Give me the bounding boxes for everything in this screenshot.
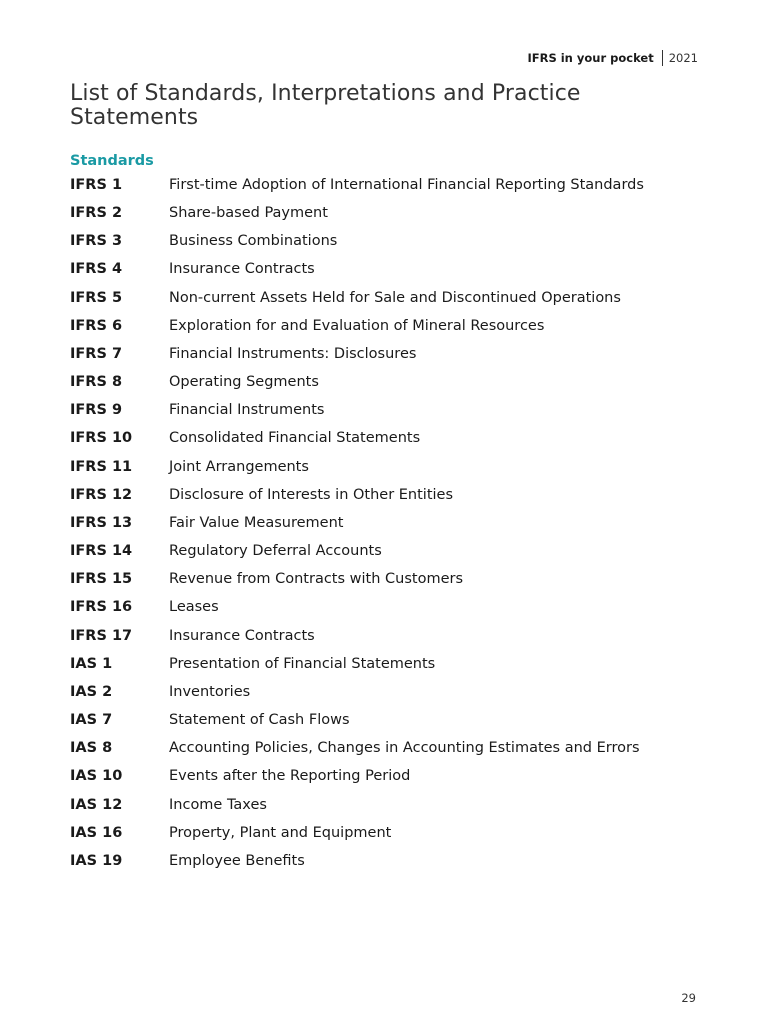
standard-row	[70, 768, 690, 785]
page-title: List of Standards, Interpretations and Practice Statements	[70, 81, 581, 130]
standard-row	[70, 402, 690, 419]
standard-name: Employee Benefits	[169, 852, 305, 869]
standard-code: IFRS 9	[70, 402, 123, 419]
standard-name: Consolidated Financial Statements	[169, 430, 421, 447]
standards-list	[70, 177, 690, 881]
header-divider	[662, 50, 663, 66]
standard-name: Financial Instruments	[169, 402, 325, 419]
standard-name: Accounting Policies, Changes in Accounting Estimates and Errors	[169, 740, 640, 757]
standard-row	[70, 571, 690, 588]
standard-name: Income Taxes	[169, 796, 267, 813]
standard-code: IFRS 16	[70, 599, 133, 616]
standard-code: IFRS 11	[70, 458, 133, 475]
section-heading: Standards	[70, 153, 154, 169]
standard-row	[70, 543, 690, 560]
standard-row	[70, 346, 690, 363]
standard-code: IFRS 12	[70, 486, 133, 503]
standard-code: IAS 7	[70, 712, 113, 729]
standard-name: Revenue from Contracts with Customers	[169, 571, 464, 588]
standard-row	[70, 233, 690, 250]
standard-code: IFRS 5	[70, 289, 123, 306]
header-year: 2021	[668, 51, 698, 65]
standard-row	[70, 290, 690, 307]
standard-code: IFRS 4	[70, 261, 123, 278]
standard-row	[70, 515, 690, 532]
standard-name: Statement of Cash Flows	[169, 712, 350, 729]
standard-code: IAS 12	[70, 796, 123, 813]
standard-name: Financial Instruments: Disclosures	[169, 345, 417, 362]
standard-code: IAS 10	[70, 768, 123, 785]
standard-code: IFRS 3	[70, 233, 123, 250]
standard-name: Non-current Assets Held for Sale and Discontinued Operations	[169, 289, 621, 306]
running-header	[527, 50, 698, 66]
standard-name: Inventories	[169, 684, 251, 700]
standard-name: First-time Adoption of International Financial Reporting Standards	[169, 177, 644, 193]
standard-name: Regulatory Deferral Accounts	[169, 543, 382, 560]
page-number: 29	[681, 991, 696, 1005]
standard-name: Fair Value Measurement	[169, 514, 344, 531]
standard-name: Insurance Contracts	[169, 261, 315, 278]
standard-row	[70, 797, 690, 814]
standard-row	[70, 318, 690, 335]
standard-name: Disclosure of Interests in Other Entities	[169, 486, 454, 503]
standard-code: IAS 1	[70, 655, 113, 672]
standard-row	[70, 712, 690, 729]
standard-code: IFRS 14	[70, 543, 133, 560]
standard-name: Presentation of Financial Statements	[169, 655, 436, 672]
standard-code: IFRS 6	[70, 317, 123, 334]
standard-row	[70, 261, 690, 278]
standard-row	[70, 430, 690, 447]
standard-name: Business Combinations	[169, 233, 338, 250]
standard-name: Exploration for and Evaluation of Mineral Resources	[169, 317, 545, 334]
standard-row	[70, 599, 690, 616]
standard-code: IFRS 7	[70, 345, 123, 362]
standard-row	[70, 177, 690, 194]
standard-code: IFRS 13	[70, 514, 133, 531]
standard-row	[70, 487, 690, 504]
header-brand: IFRS in your pocket	[527, 51, 654, 65]
standard-name: Operating Segments	[169, 373, 319, 390]
standard-name: Property, Plant and Equipment	[169, 824, 392, 841]
standard-row	[70, 205, 690, 222]
standard-row	[70, 825, 690, 842]
standard-code: IAS 19	[70, 852, 123, 869]
standard-code: IAS 2	[70, 684, 113, 700]
standard-row	[70, 853, 690, 870]
standard-code: IFRS 1	[70, 177, 123, 193]
standard-row	[70, 656, 690, 673]
standard-code: IFRS 8	[70, 373, 123, 390]
standard-code: IFRS 17	[70, 627, 133, 644]
standard-code: IFRS 2	[70, 205, 123, 221]
standard-row	[70, 459, 690, 476]
standard-code: IFRS 15	[70, 571, 133, 588]
standard-name: Joint Arrangements	[169, 458, 309, 475]
standard-row	[70, 374, 690, 391]
standard-row	[70, 628, 690, 645]
standard-row	[70, 684, 690, 701]
standard-code: IFRS 10	[70, 430, 133, 447]
standard-name: Share-based Payment	[169, 205, 328, 221]
standard-code: IAS 8	[70, 740, 113, 757]
standard-name: Insurance Contracts	[169, 627, 315, 644]
standard-code: IAS 16	[70, 824, 123, 841]
standard-row	[70, 740, 690, 757]
standard-name: Events after the Reporting Period	[169, 768, 411, 785]
standard-name: Leases	[169, 599, 219, 616]
